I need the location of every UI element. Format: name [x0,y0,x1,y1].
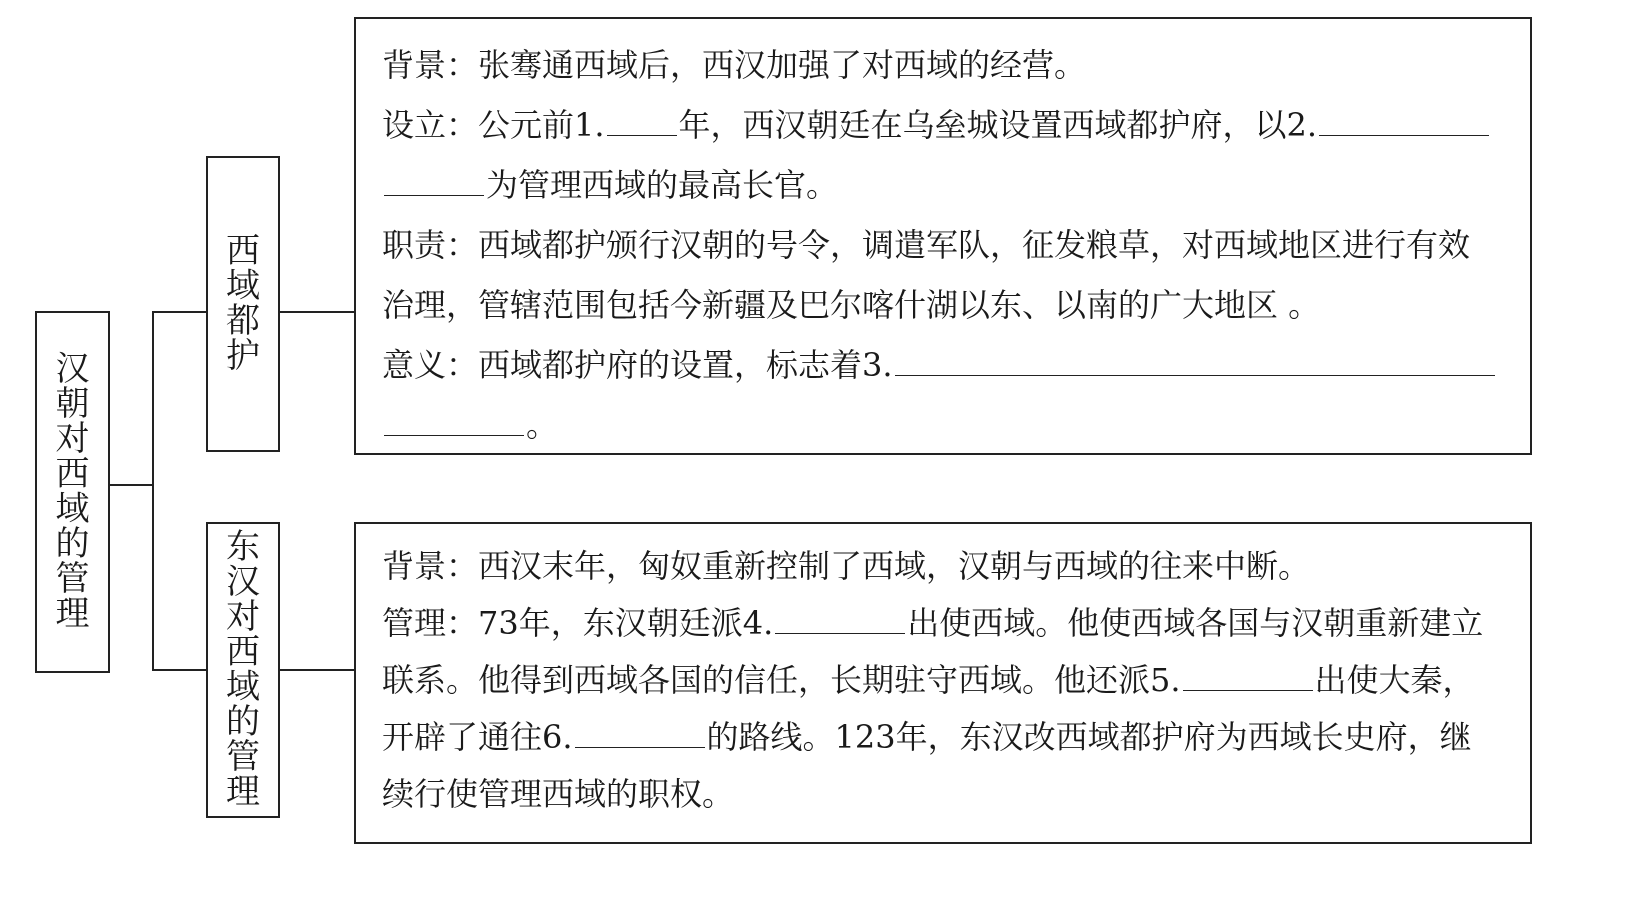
fill-in-blank[interactable] [775,601,905,634]
line-text: 设立：公元前1. [382,106,605,144]
branch-node-xiyu-duhu [206,156,280,452]
connector-branch-1-to-content [278,311,356,313]
vertical-char: 对 [55,419,90,459]
line-text: 意义：西域都护府的设置，标志着3. [382,346,893,384]
content-line [382,709,1483,766]
branch-node-donghan [206,522,280,818]
line-text: 。 [526,406,559,444]
content-lines-2 [382,538,1483,823]
branch-2-label [208,524,278,816]
content-line [382,766,1483,823]
vertical-char: 朝 [55,384,90,424]
line-text: 背景：西汉末年，匈奴重新控制了西域，汉朝与西域的往来中断。 [382,547,1311,585]
line-text: 背景：张骞通西域后，西汉加强了对西域的经营。 [382,46,1087,84]
vertical-char: 对 [226,597,260,637]
fill-in-blank[interactable] [607,103,677,136]
fill-in-blank[interactable] [1319,103,1489,136]
connector-trunk-to-branch-2 [152,669,208,671]
line-text: 管理：73年，东汉朝廷派4. [382,604,774,642]
branch-1-label [208,158,278,450]
vertical-char: 的 [226,702,260,742]
vertical-char: 域 [226,266,260,306]
connector-root-to-trunk [108,484,154,486]
connector-trunk [152,311,154,671]
vertical-char: 域 [226,667,260,707]
vertical-char: 西 [226,632,260,672]
line-text: 治理，管辖范围包括今新疆及巴尔喀什湖以东、以南的广大地区 。 [382,286,1321,324]
content-line [382,275,1497,335]
vertical-char: 理 [55,594,90,634]
content-line [382,538,1483,595]
content-line [382,395,1497,455]
connector-trunk-to-branch-1 [152,311,208,313]
line-text: 联系。他得到西域各国的信任，长期驻守西域。他还派5. [382,661,1181,699]
content-lines-1 [382,35,1497,455]
content-line [382,335,1497,395]
fill-in-blank[interactable] [575,715,705,748]
line-text: 年，西汉朝廷在乌垒城设置西域都护府，以2. [678,106,1318,144]
fill-in-blank[interactable] [384,163,484,196]
vertical-char: 汉 [55,349,90,389]
vertical-char: 管 [226,737,260,777]
vertical-char: 西 [226,231,260,271]
connector-branch-2-to-content [278,669,356,671]
root-label [37,313,108,671]
line-text: 续行使管理西域的职权。 [382,775,735,813]
content-box-xiyu-duhu [354,17,1532,455]
content-line [382,95,1497,155]
fill-in-blank[interactable] [1183,658,1313,691]
content-line [382,595,1483,652]
content-line [382,155,1497,215]
vertical-char: 的 [55,524,90,564]
line-text: 出使西域。他使西域各国与汉朝重新建立 [907,604,1484,642]
content-line [382,215,1497,275]
content-line [382,652,1483,709]
fill-in-blank[interactable] [384,403,524,436]
vertical-char: 西 [55,454,90,494]
fill-in-blank[interactable] [895,343,1495,376]
vertical-char: 东 [226,527,260,567]
line-text: 的路线。123年，东汉改西域都护府为西域长史府，继 [706,718,1472,756]
vertical-char: 护 [226,336,260,376]
line-text: 为管理西域的最高长官。 [486,166,839,204]
line-text: 开辟了通往6. [382,718,573,756]
content-line [382,35,1497,95]
vertical-char: 汉 [226,562,260,602]
line-text: 职责：西域都护颁行汉朝的号令，调遣军队，征发粮草，对西域地区进行有效 [382,226,1471,264]
line-text: 出使大秦， [1314,661,1475,699]
root-node [35,311,110,673]
vertical-char: 域 [55,489,90,529]
vertical-char: 管 [55,559,90,599]
vertical-char: 理 [226,772,260,812]
vertical-char: 都 [226,301,260,341]
content-box-donghan [354,522,1532,844]
